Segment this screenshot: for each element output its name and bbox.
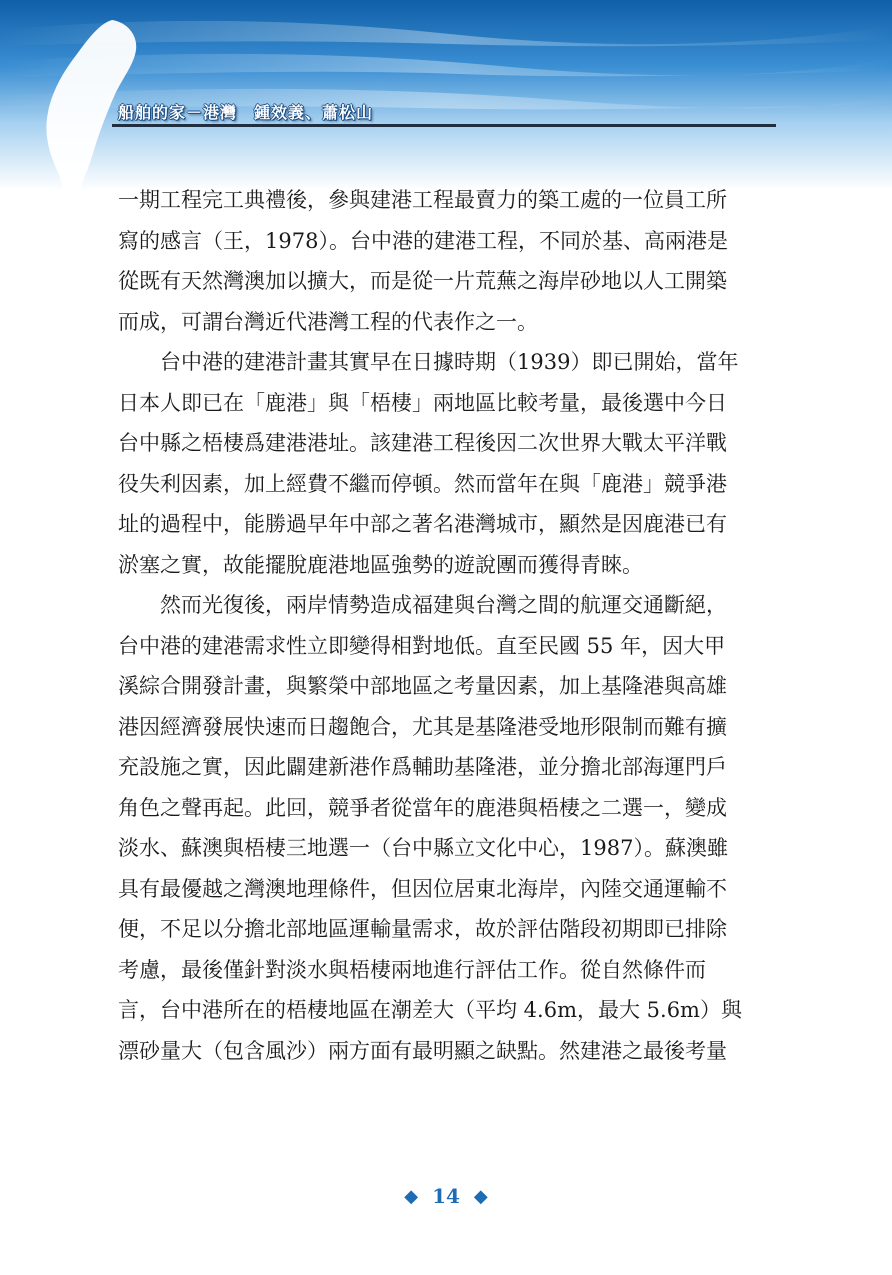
diamond-icon: ◆ [404, 1186, 419, 1207]
text-line: 淡水、蘇澳與梧棲三地選一（台中縣立文化中心，1987）。蘇澳雖 [118, 836, 728, 860]
text-line: 角色之聲再起。此回，競爭者從當年的鹿港與梧棲之二選一，變成 [118, 795, 727, 820]
text-line: 一期工程完工典禮後，參與建港工程最賣力的築工處的一位員工所 [118, 188, 727, 212]
text-line: 便，不足以分擔北部地區運輸量需求，故於評估階段初期即已排除 [118, 917, 727, 941]
text-line: 日本人即已在「鹿港」與「梧棲」兩地區比較考量，最後選中今日 [118, 390, 727, 415]
header-divider [112, 124, 776, 127]
running-header-title: 船舶的家－港灣 鍾效義、蕭松山 [118, 103, 374, 122]
text-line: 然而光復後，兩岸情勢造成福建與台灣之間的航運交通斷絕， [118, 593, 727, 617]
text-line: 淤塞之實，故能擺脫鹿港地區強勢的遊說團而獲得青睞。 [118, 552, 643, 577]
text-line: 而成，可謂台灣近代港灣工程的代表作之一。 [118, 309, 538, 334]
text-line: 溪綜合開發計畫，與繁榮中部地區之考量因素，加上基隆港與高雄 [118, 674, 727, 698]
text-line: 港因經濟發展快速而日趨飽合，尤其是基隆港受地形限制而難有擴 [118, 714, 727, 739]
text-line: 台中港的建港計畫其實早在日據時期（1939）即已開始，當年 [118, 350, 739, 374]
text-line: 充設施之實，因此闢建新港作爲輔助基隆港，並分擔北部海運門戶 [118, 755, 727, 779]
page-number: 14 [432, 1184, 460, 1208]
text-line: 言，台中港所在的梧棲地區在潮差大（平均 4.6m，最大 5.6m）與 [118, 998, 742, 1022]
text-line: 寫的感言（王，1978）。台中港的建港工程，不同於基、高兩港是 [118, 228, 728, 253]
text-line: 從既有天然灣澳加以擴大，而是從一片荒蕪之海岸砂地以人工開築 [118, 269, 727, 293]
text-line: 具有最優越之灣澳地理條件，但因位居東北海岸，內陸交通運輸不 [118, 876, 727, 901]
page-footer [0, 1184, 892, 1208]
text-line: 台中港的建港需求性立即變得相對地低。直至民國 55 年，因大甲 [118, 633, 726, 658]
text-line: 考慮，最後僅針對淡水與梧棲兩地進行評估工作。從自然條件而 [118, 957, 706, 982]
text-line: 址的過程中，能勝過早年中部之著名港灣城市，顯然是因鹿港已有 [118, 512, 727, 536]
text-line: 漂砂量大（包含風沙）兩方面有最明顯之缺點。然建港之最後考量 [118, 1038, 727, 1063]
text-line: 役失利因素，加上經費不繼而停頓。然而當年在與「鹿港」競爭港 [118, 471, 727, 496]
text-line: 台中縣之梧棲爲建港港址。該建港工程後因二次世界大戰太平洋戰 [118, 431, 727, 455]
body-text [118, 180, 778, 1071]
diamond-icon: ◆ [473, 1186, 488, 1207]
